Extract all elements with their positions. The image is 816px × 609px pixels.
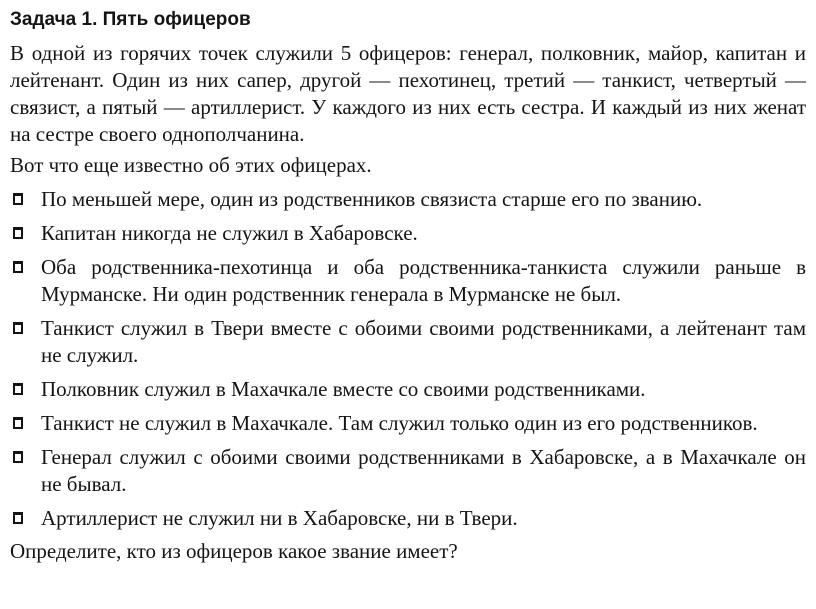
fact-item (10, 254, 806, 308)
facts-list (10, 186, 806, 532)
fact-item (10, 315, 806, 369)
checkbox-square-icon (13, 451, 23, 463)
checkbox-square-icon (13, 417, 23, 429)
fact-item (10, 186, 806, 213)
fact-item (10, 505, 806, 532)
fact-item (10, 220, 806, 247)
fact-text: Генерал служил с обоими своими родственниками в Хабаровске, а в Махачкале он не бывал. (41, 445, 806, 496)
task-question: Определите, кто из офицеров какое звание имеет? (10, 539, 458, 563)
fact-item (10, 376, 806, 403)
checkbox-square-icon (13, 261, 23, 273)
fact-text: Полковник служил в Махачкале вместе со своими родственниками. (41, 377, 646, 401)
checkbox-square-icon (13, 227, 23, 239)
checkbox-square-icon (13, 512, 23, 524)
fact-text: По меньшей мере, один из родственников связиста старше его по званию. (41, 187, 703, 211)
task-lead: Вот что еще известно об этих офицерах. (10, 153, 372, 177)
checkbox-square-icon (13, 193, 23, 205)
checkbox-square-icon (13, 383, 23, 395)
fact-text: Танкист не служил в Махачкале. Там служил только один из его родственников. (41, 411, 758, 435)
task-title: Задача 1. Пять офицеров (10, 9, 251, 30)
fact-text: Артиллерист не служил ни в Хабаровске, ни в Твери. (41, 506, 518, 530)
fact-text: Оба родственника-пехотинца и оба родственника-танкиста служили раньше в Мурманске. Ни один родственник генерала в Мурманске не был. (41, 255, 806, 306)
fact-text: Танкист служил в Твери вместе с обоими своими родственниками, а лейтенант там не служил. (41, 316, 806, 367)
document-page (10, 8, 806, 565)
fact-text: Капитан никогда не служил в Хабаровске. (41, 221, 418, 245)
checkbox-square-icon (13, 322, 23, 334)
fact-item (10, 410, 806, 437)
fact-item (10, 444, 806, 498)
task-intro: В одной из горячих точек служили 5 офицеров: генерал, полковник, майор, капитан и лейтенант. Один из них сапер, другой — пехотинец, третий — танкист, четвертый — связист, а пятый — артиллерист. У каждого из них есть сестра. И каждый из них женат на сестре своего однополчанина. (10, 41, 806, 146)
